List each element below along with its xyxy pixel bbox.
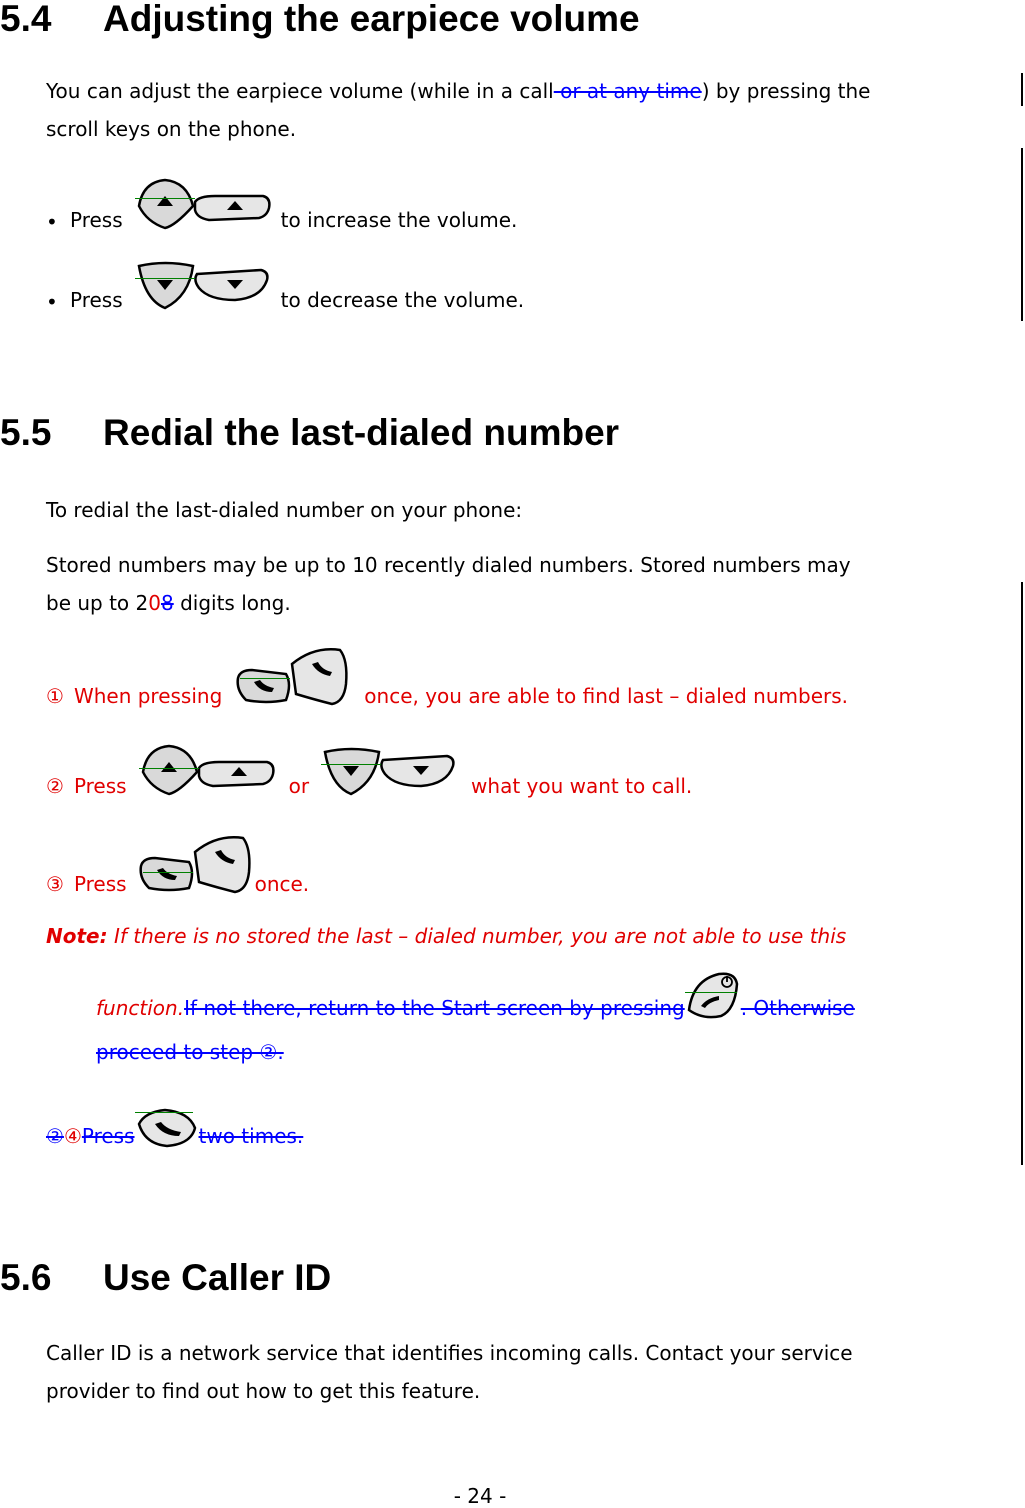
step-1: ① When pressing once, you are able to find last – dialed numbers. bbox=[46, 642, 848, 710]
section-heading-5-4: 5.4 Adjusting the earpiece volume bbox=[0, 0, 640, 39]
step-3: ③ Press once. bbox=[46, 828, 309, 898]
bullet: • bbox=[46, 290, 58, 314]
note-label: Note: bbox=[46, 924, 108, 948]
scroll-down-key-icon bbox=[321, 742, 459, 800]
page-number: - 24 - bbox=[453, 1484, 507, 1508]
send-call-key-icon bbox=[139, 832, 253, 898]
bullet-decrease: • Press to decrease the volume. bbox=[46, 254, 524, 314]
paragraph: Stored numbers may be up to 10 recently dialed numbers. Stored numbers may be up to 208 digits long. bbox=[46, 553, 851, 615]
note: Note: If there is no stored the last – dialed number, you are not able to use this bbox=[46, 924, 847, 948]
bullet-increase: • Press to increase the volume. bbox=[46, 174, 517, 234]
note-continuation: function. If not there, return to the Start screen by pressing . Otherwise bbox=[96, 968, 855, 1022]
send-call-key-icon bbox=[135, 1104, 199, 1150]
paragraph: To redial the last-dialed number on your phone: bbox=[46, 498, 523, 522]
section-heading-5-6: 5.6 Use Caller ID bbox=[0, 1257, 332, 1298]
section-heading-5-5: 5.5 Redial the last-dialed number bbox=[0, 412, 620, 453]
paragraph: Caller ID is a network service that identifies incoming calls. Contact your service provider to find out how to get this feature. bbox=[46, 1341, 853, 1403]
scroll-up-key-icon bbox=[139, 742, 277, 800]
send-call-key-icon bbox=[236, 644, 350, 710]
step-4: ② ④ Press two times. bbox=[46, 1100, 303, 1150]
bullet: • bbox=[46, 210, 58, 234]
step-2: ② Press or what you want to call. bbox=[46, 738, 692, 800]
change-bar bbox=[1021, 148, 1023, 321]
paragraph: You can adjust the earpiece volume (while in a call or at any time) by pressing the scroll keys on the phone. bbox=[46, 79, 871, 141]
scroll-down-key-icon bbox=[135, 256, 273, 314]
change-bar bbox=[1021, 582, 1023, 1165]
note-continuation: proceed to step ②. bbox=[96, 1040, 284, 1064]
change-bar bbox=[1021, 73, 1023, 106]
scroll-up-key-icon bbox=[135, 176, 273, 234]
end-power-key-icon bbox=[685, 970, 741, 1022]
